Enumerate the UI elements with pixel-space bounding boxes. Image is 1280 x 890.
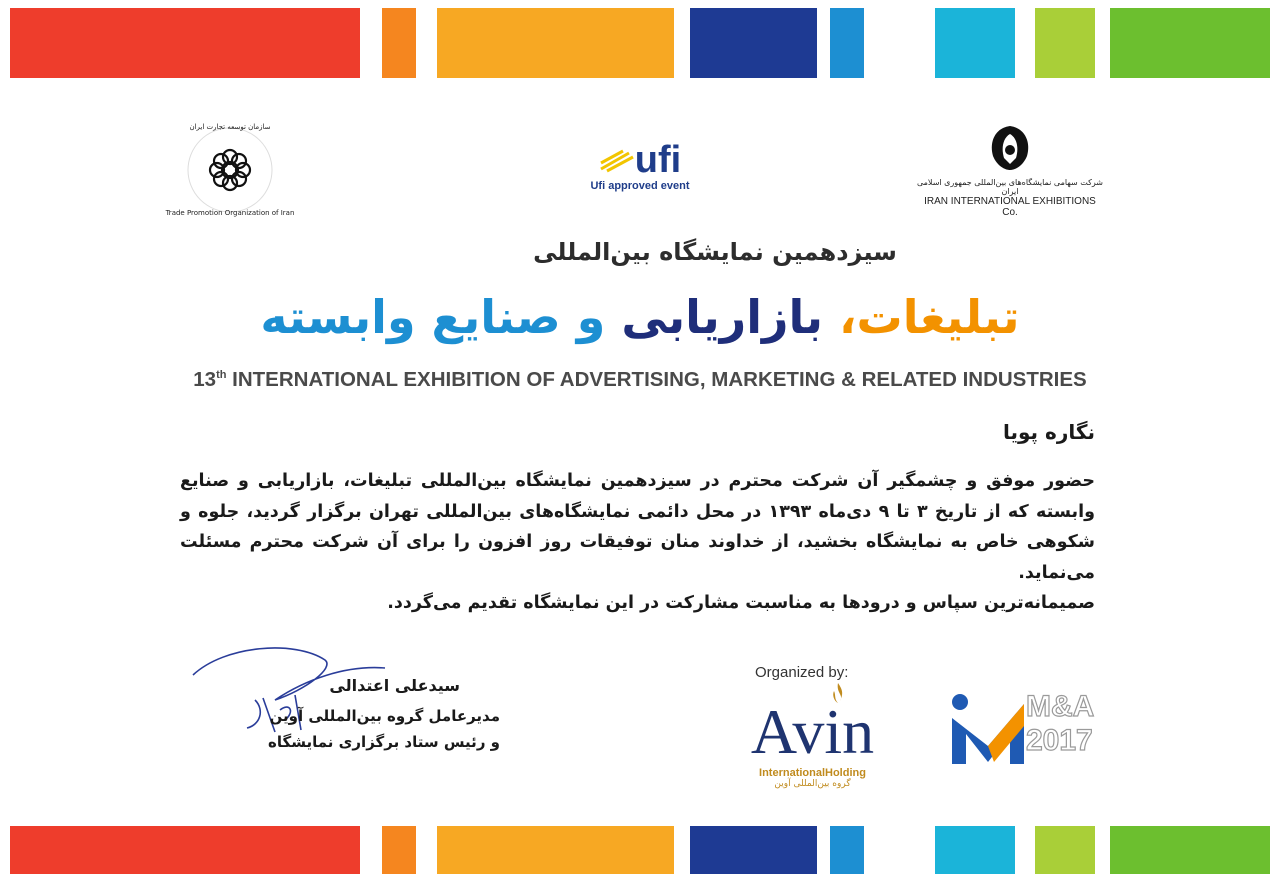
color-bar-orange-thin: [382, 8, 416, 78]
color-bar-blue-thin: [830, 8, 864, 78]
ufi-wordmark: ufi: [634, 139, 682, 181]
color-bar-gold: [437, 8, 674, 78]
recipient-name: نگاره پویا: [1002, 420, 1095, 444]
color-bar-red: [10, 826, 360, 874]
signatory-name: سیدعلی اعتدالی: [329, 676, 460, 695]
tpo-caption-fa: سازمان توسعه تجارت ایران: [189, 123, 271, 131]
english-title-text: INTERNATIONAL EXHIBITION OF ADVERTISING, MARKETING & RELATED INDUSTRIES: [226, 368, 1087, 391]
certificate-body: [180, 466, 1095, 619]
color-bar-gold: [437, 826, 674, 874]
title-part-related-industries: و صنایع وابسته: [260, 290, 622, 344]
exhibition-ordinal-title: سیزدهمین نمایشگاه بین‌المللی: [533, 238, 897, 266]
avin-flame-icon: [828, 681, 848, 705]
color-bar-cyan: [935, 826, 1015, 874]
tpo-logo: [165, 123, 295, 217]
signatory-block: [225, 676, 500, 755]
iiec-caption-en: IRAN INTERNATIONAL EXHIBITIONS Co.: [924, 196, 1096, 218]
mna-year: 2017: [1026, 724, 1093, 757]
color-bar-navy: [690, 8, 817, 78]
color-bar-blue-thin: [830, 826, 864, 874]
color-bar-green: [1110, 8, 1270, 78]
body-paragraph-2: صمیمانه‌ترین سپاس و درودها به مناسبت مشارکت در این نمایشگاه تقدیم می‌گردد.: [387, 593, 1095, 613]
avin-logo: [740, 685, 885, 795]
ufi-approved-label: Ufi approved event: [590, 180, 690, 192]
english-title-number: 13: [193, 368, 217, 391]
signatory-role-2: و رئیس ستاد برگزاری نمایشگاه: [268, 733, 500, 751]
color-bar-red: [10, 8, 360, 78]
title-part-advertising: تبلیغات،: [839, 290, 1020, 344]
body-paragraph-1: حضور موفق و چشمگیر آن شرکت محترم در سیزدهمین نمایشگاه بین‌المللی تبلیغات، بازاریابی و صنایع وابسته که از تاریخ ۳ تا ۹ دی‌ماه ۱۳۹۳ در محل دائمی نمایشگاه‌های بین‌المللی تهران برگزار گردید، جلوه و شکوهی خاص به نمایشگاه بخشید، از خداوند منان توفیقات روز افزون را برای آن شرکت محترم مسئلت می‌نماید.: [180, 471, 1095, 583]
tpo-caption-en: Trade Promotion Organization of Iran: [165, 209, 295, 217]
iiec-emblem-icon: [985, 122, 1035, 174]
color-bar-lime-thin: [1035, 826, 1095, 874]
exhibition-english-title: [185, 368, 1095, 392]
avin-persian-label: گروه بین‌المللی آوین: [774, 779, 851, 789]
avin-wordmark: Avin: [750, 696, 875, 767]
title-part-marketing: بازاریابی: [621, 290, 840, 344]
color-bar-cyan: [935, 8, 1015, 78]
organized-by-label: Organized by:: [755, 664, 849, 681]
mna-mark-icon: [948, 690, 1028, 770]
color-bar-lime-thin: [1035, 8, 1095, 78]
iiec-caption-fa: شرکت سهامی نمایشگاه‌های بین‌المللی جمهوری اسلامی ایران: [916, 178, 1104, 196]
mna-2017-logo: [948, 690, 1098, 770]
color-bar-orange-thin: [382, 826, 416, 874]
top-color-bars: [0, 8, 1280, 78]
iiec-logo: [915, 122, 1105, 217]
color-bar-navy: [690, 826, 817, 874]
exhibition-main-title: [180, 285, 1100, 349]
avin-holding-label: InternationalHolding: [759, 767, 866, 779]
mna-title: M&A: [1026, 690, 1095, 723]
bottom-color-bars: [0, 826, 1280, 874]
signatory-role-1: مدیرعامل گروه بین‌المللی آوین: [269, 707, 500, 725]
ufi-swoosh-icon: [599, 147, 635, 173]
english-title-suffix: th: [216, 369, 227, 382]
tpo-emblem-icon: [185, 125, 275, 215]
color-bar-green: [1110, 826, 1270, 874]
ufi-logo: [580, 140, 700, 210]
